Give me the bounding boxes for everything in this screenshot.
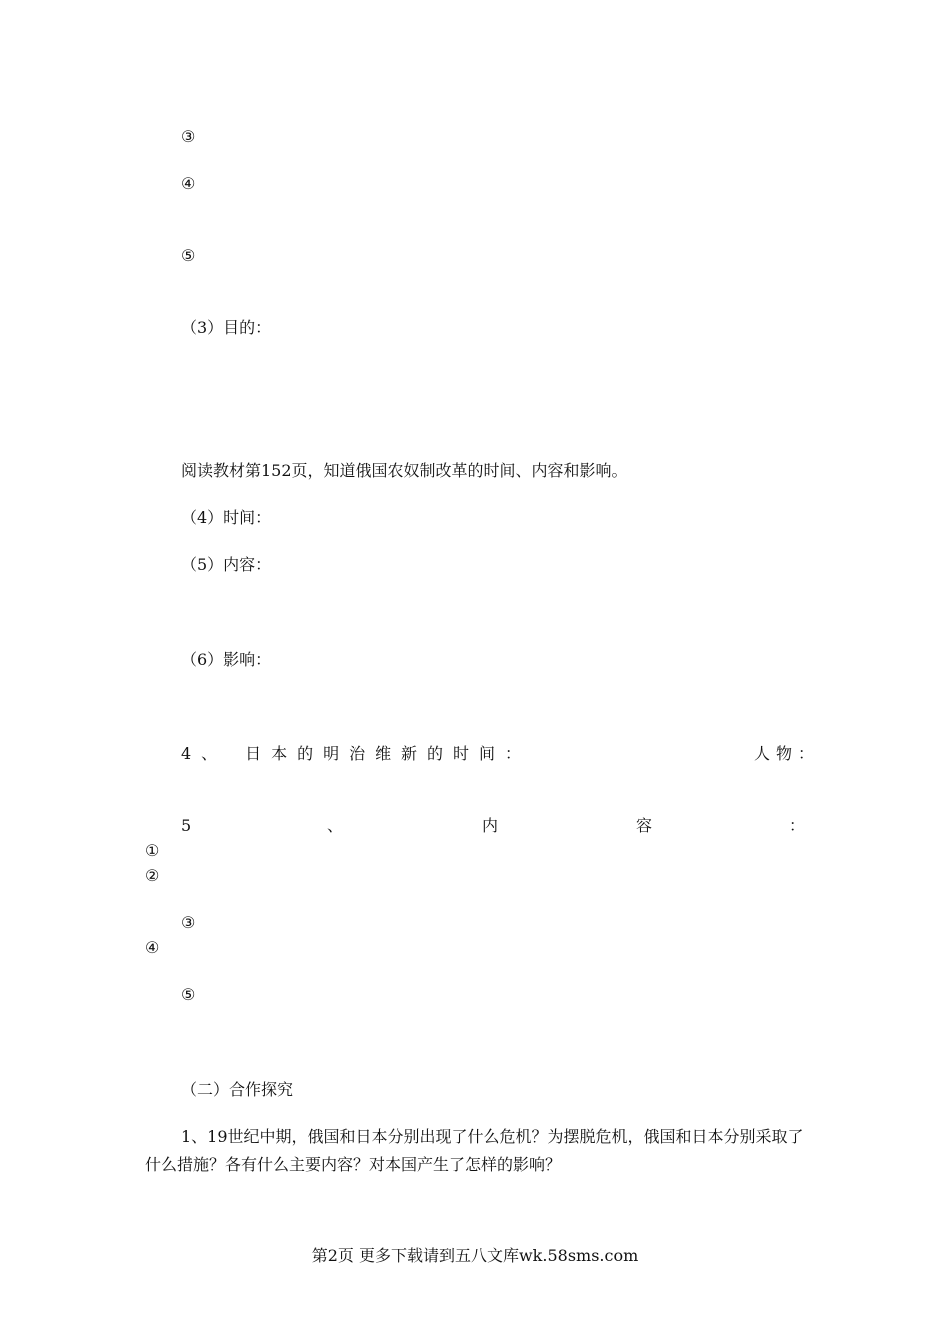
meiji-time-question	[181, 744, 521, 764]
meiji-person-label	[754, 744, 814, 764]
q5-char: 、	[327, 816, 344, 835]
list-marker-5: ⑤	[181, 985, 196, 1004]
q4-char: 维	[375, 744, 392, 763]
q4-char: 的	[427, 744, 444, 763]
person-char: ：	[797, 744, 814, 763]
page-footer: 第2页 更多下载请到五八文库wk.58sms.com	[311, 1246, 639, 1265]
list-marker-5: ⑤	[181, 246, 196, 265]
q4-char: 明	[323, 744, 340, 763]
q4-char: 时	[453, 744, 470, 763]
q4-char: 本	[271, 744, 288, 763]
list-marker-4: ④	[181, 174, 196, 193]
list-marker-3: ③	[181, 913, 196, 932]
list-marker-1: ①	[145, 841, 160, 860]
person-char: 物	[775, 744, 792, 763]
list-marker-2: ②	[145, 866, 160, 885]
q5-char: 内	[482, 816, 499, 835]
list-marker-4: ④	[145, 938, 160, 957]
q4-char: ：	[504, 744, 521, 763]
q4-char: 的	[297, 744, 314, 763]
q5-char: 5	[181, 816, 192, 835]
q5-char: 容	[636, 816, 653, 835]
question-paragraph: 1、19世纪中期，俄国和日本分别出现了什么危机？为摆脱危机，俄国和日本分别采取了什么措施？各有什么主要内容？对本国产生了怎样的影响？	[145, 1127, 804, 1174]
impact-label: （6）影响：	[181, 650, 272, 669]
time-label: （4）时间：	[181, 508, 272, 527]
section-heading: （二）合作探究	[181, 1080, 294, 1099]
q4-char: 新	[401, 744, 418, 763]
content-label: （5）内容：	[181, 555, 272, 574]
reading-instruction: 阅读教材第152页，知道俄国农奴制改革的时间、内容和影响。	[181, 461, 628, 480]
q4-char: 间	[479, 744, 496, 763]
person-char: 人	[754, 744, 771, 763]
q5-char: ：	[789, 816, 806, 835]
q4-char: 4	[181, 744, 192, 763]
purpose-label: （3）目的：	[181, 318, 272, 337]
list-marker-3: ③	[181, 127, 196, 146]
q4-char: 治	[349, 744, 366, 763]
q4-char: 、	[201, 744, 218, 763]
q4-char: 日	[245, 744, 262, 763]
